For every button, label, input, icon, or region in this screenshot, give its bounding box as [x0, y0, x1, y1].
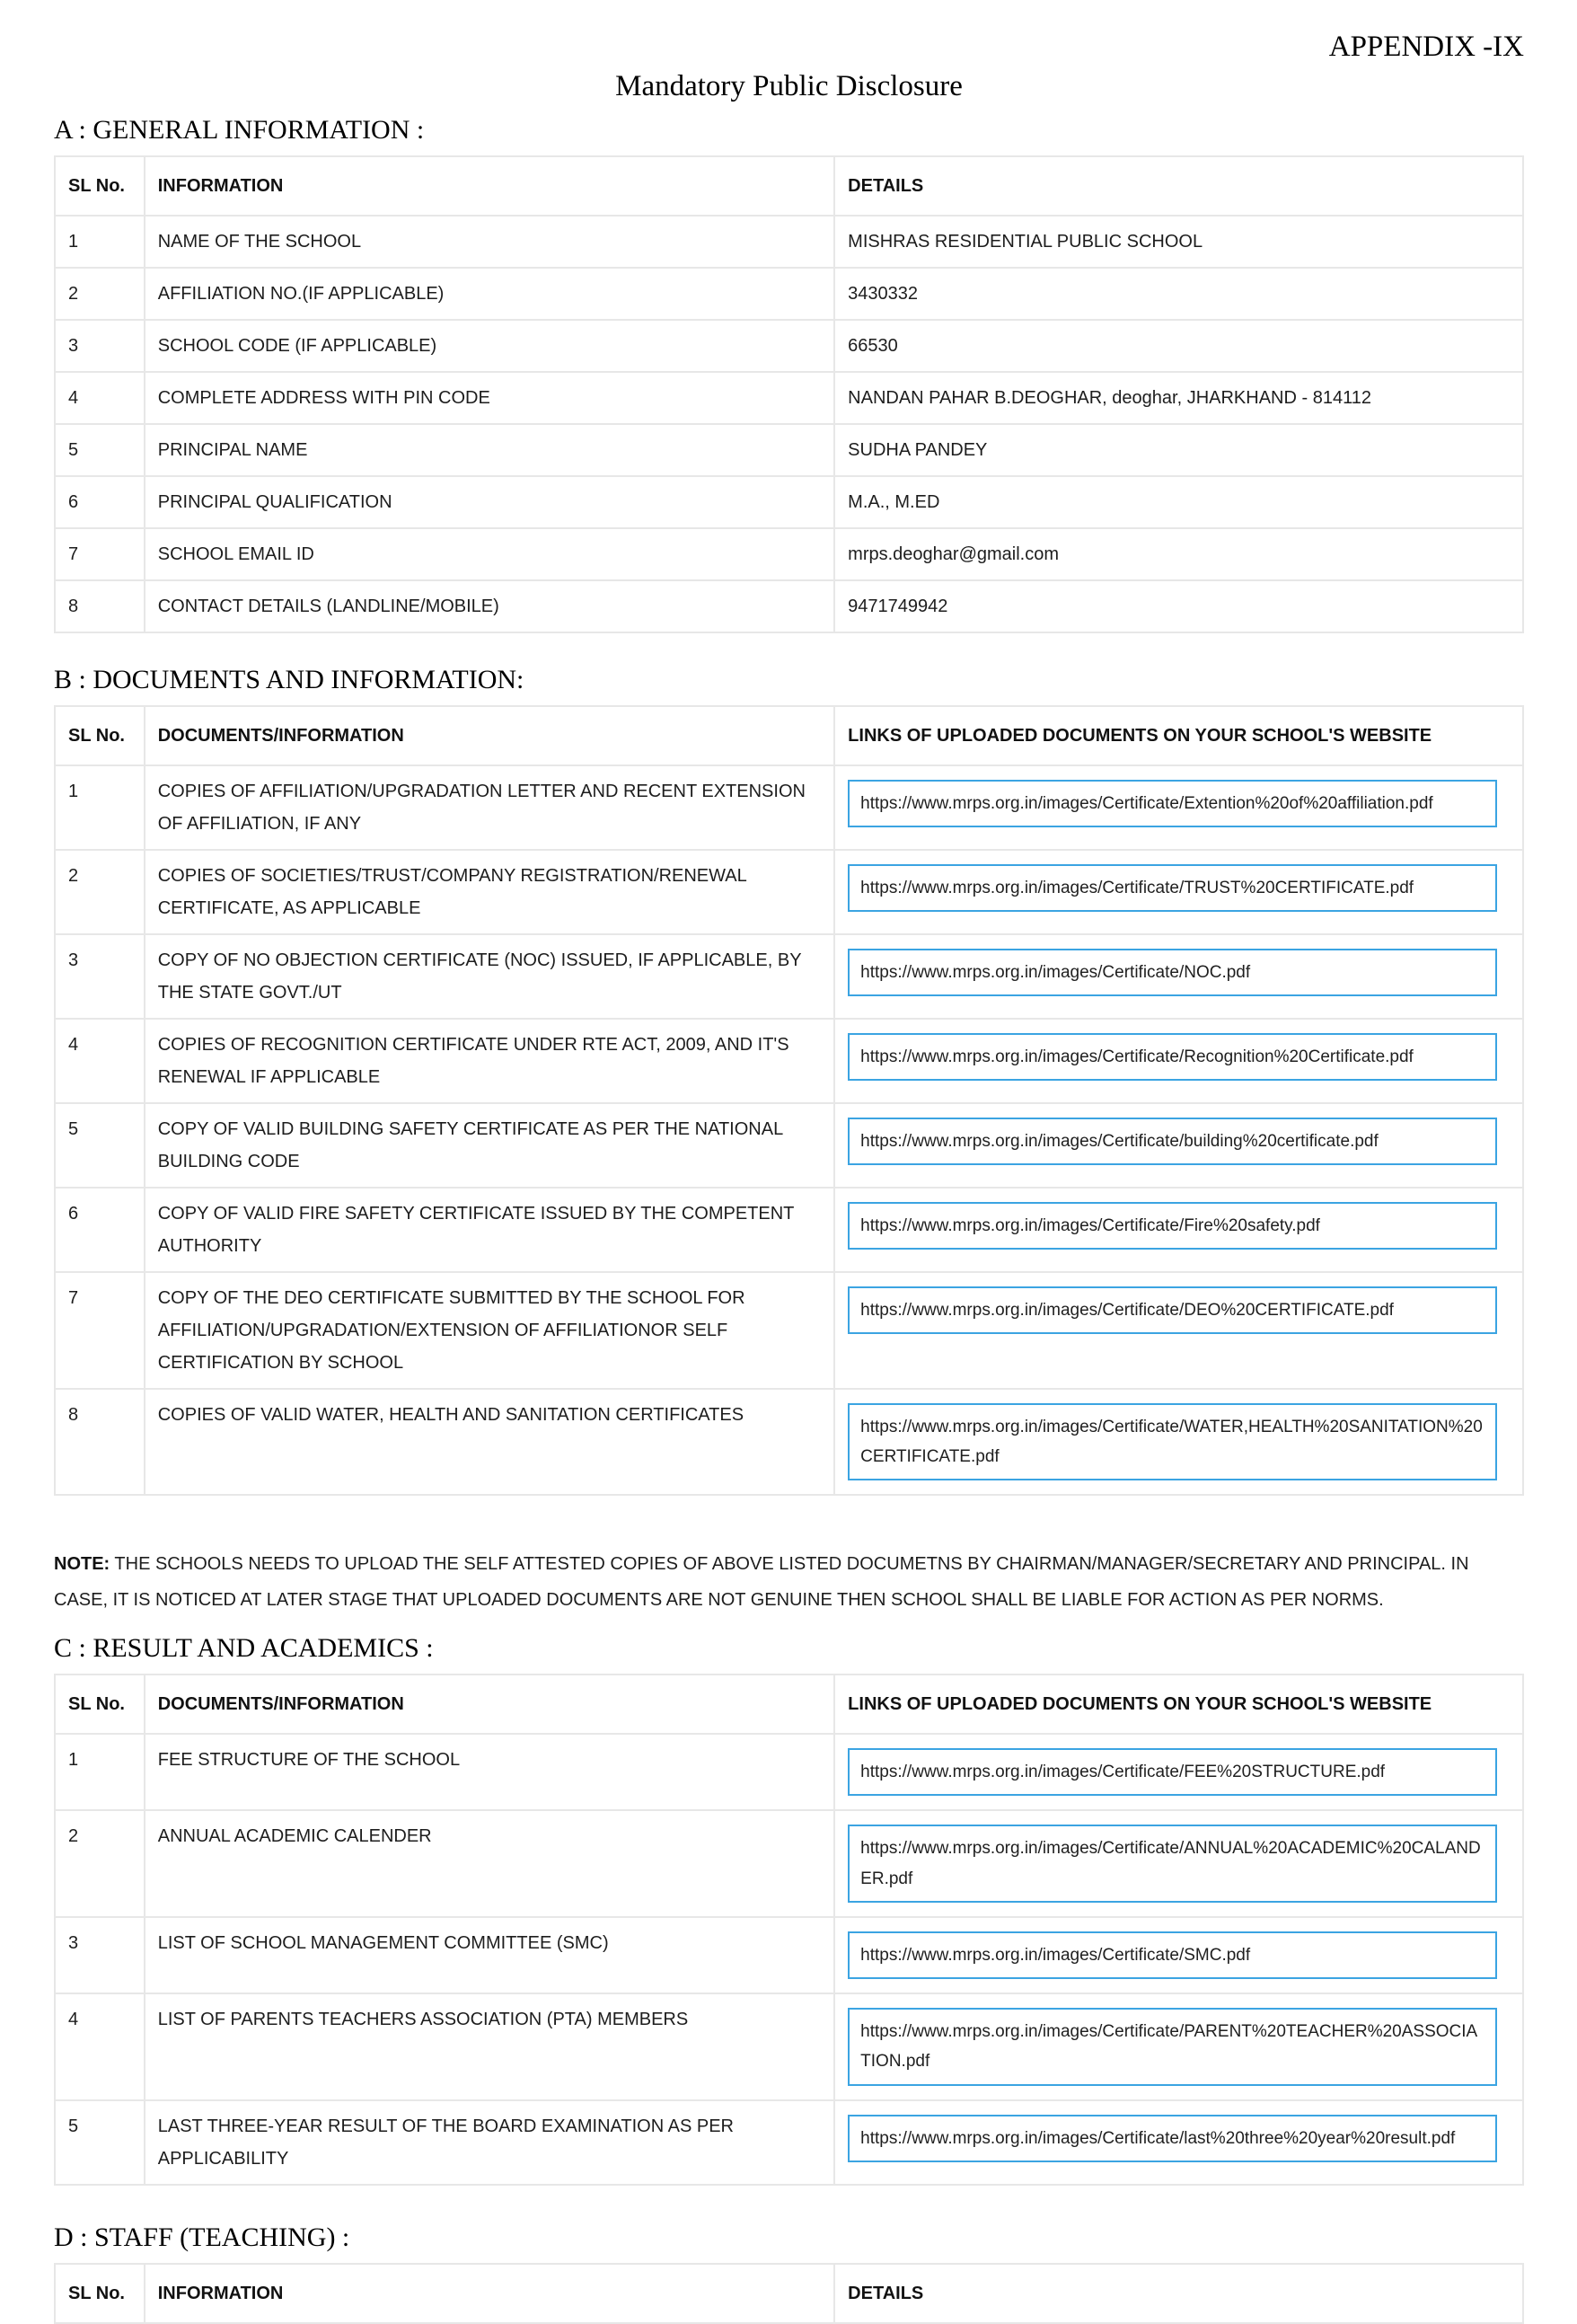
link-cell — [834, 1272, 1523, 1389]
section-c-heading: C : RESULT AND ACADEMICS : — [54, 1633, 434, 1664]
link-cell — [834, 1389, 1523, 1496]
info-cell: FEE STRUCTURE OF THE SCHOOL — [145, 1734, 834, 1810]
column-header-sl: SL No. — [55, 2264, 145, 2323]
section-d-heading: D : STAFF (TEACHING) : — [54, 2222, 350, 2252]
table-row — [55, 580, 1523, 632]
column-header-documents: DOCUMENTS/INFORMATION — [145, 1675, 834, 1734]
table-row — [55, 1734, 1523, 1810]
table-row — [55, 528, 1523, 580]
note-text: THE SCHOOLS NEEDS TO UPLOAD THE SELF ATTESTED COPIES OF ABOVE LISTED DOCUMETNS BY CHAIRMAN/MANAGER/SECRETARY AND PRINCIPAL. IN CASE, IT IS NOTICED AT LATER STAGE THAT UPLOADED DOCUMENTS ARE NOT GENUINE THEN SCHOOL SHALL BE LIABLE FOR ACTION AS PER NORMS. — [54, 1554, 1469, 1611]
info-cell: CONTACT DETAILS (LANDLINE/MOBILE) — [145, 580, 834, 632]
details-cell: 3430332 — [834, 268, 1523, 320]
link-cell — [834, 765, 1523, 850]
link-cell — [834, 850, 1523, 934]
table-row — [55, 1993, 1523, 2100]
column-header-details: DETAILS — [834, 2264, 1523, 2323]
link-cell — [834, 1993, 1523, 2100]
link-cell — [834, 934, 1523, 1019]
sl-cell: 6 — [55, 1188, 145, 1272]
sl-cell: 6 — [55, 476, 145, 528]
info-cell: LIST OF PARENTS TEACHERS ASSOCIATION (PTA) MEMBERS — [145, 1993, 834, 2100]
link-cell — [834, 1734, 1523, 1810]
info-cell: PRINCIPAL QUALIFICATION — [145, 476, 834, 528]
table-row — [55, 1103, 1523, 1188]
info-cell: COPY OF THE DEO CERTIFICATE SUBMITTED BY THE SCHOOL FOR AFFILIATION/UPGRADATION/EXTENSION OF AFFILIATIONOR SELF CERTIFICATION BY SCHOOL — [145, 1272, 834, 1389]
sl-cell: 1 — [55, 216, 145, 268]
details-cell: SUDHA PANDEY — [834, 424, 1523, 476]
sl-cell: 5 — [55, 424, 145, 476]
column-header-sl: SL No. — [55, 156, 145, 216]
table-row — [55, 268, 1523, 320]
column-header-information: INFORMATION — [145, 2264, 834, 2323]
sl-cell: 8 — [55, 1389, 145, 1496]
link-cell — [834, 1810, 1523, 1917]
note-paragraph — [54, 1546, 1524, 1618]
details-cell: 9471749942 — [834, 580, 1523, 632]
note-label: NOTE: — [54, 1554, 110, 1575]
info-cell: COPIES OF AFFILIATION/UPGRADATION LETTER AND RECENT EXTENSION OF AFFILIATION, IF ANY — [145, 765, 834, 850]
info-cell: COPY OF VALID BUILDING SAFETY CERTIFICATE AS PER THE NATIONAL BUILDING CODE — [145, 1103, 834, 1188]
sl-cell: 4 — [55, 1019, 145, 1103]
column-header-documents: DOCUMENTS/INFORMATION — [145, 706, 834, 765]
sl-cell: 4 — [55, 1993, 145, 2100]
document-link-box[interactable]: https://www.mrps.org.in/images/Certificate/PARENT%20TEACHER%20ASSOCIATION.pdf — [848, 2008, 1497, 2086]
section-a-heading: A : GENERAL INFORMATION : — [54, 114, 425, 145]
table-row — [55, 765, 1523, 850]
column-header-sl: SL No. — [55, 706, 145, 765]
document-link-box[interactable]: https://www.mrps.org.in/images/Certificate/last%20three%20year%20result.pdf — [848, 2115, 1497, 2162]
sl-cell: 5 — [55, 2100, 145, 2185]
info-cell: PRINCIPAL NAME — [145, 424, 834, 476]
table-row — [55, 320, 1523, 372]
table-row — [55, 476, 1523, 528]
sl-cell: 1 — [55, 1734, 145, 1810]
sl-cell: 5 — [55, 1103, 145, 1188]
table-row — [55, 1389, 1523, 1496]
document-link-box[interactable]: https://www.mrps.org.in/images/Certificate/NOC.pdf — [848, 949, 1497, 996]
info-cell: COPIES OF VALID WATER, HEALTH AND SANITATION CERTIFICATES — [145, 1389, 834, 1496]
info-cell: LAST THREE-YEAR RESULT OF THE BOARD EXAMINATION AS PER APPLICABILITY — [145, 2100, 834, 2185]
column-header-information: INFORMATION — [145, 156, 834, 216]
table-row — [55, 2100, 1523, 2185]
document-link-box[interactable]: https://www.mrps.org.in/images/Certificate/building%20certificate.pdf — [848, 1118, 1497, 1165]
result-academics-table — [54, 1674, 1524, 2186]
sl-cell: 1 — [55, 765, 145, 850]
document-link-box[interactable]: https://www.mrps.org.in/images/Certificate/Fire%20safety.pdf — [848, 1202, 1497, 1250]
link-cell — [834, 1917, 1523, 1993]
table-row — [55, 372, 1523, 424]
info-cell: SCHOOL CODE (IF APPLICABLE) — [145, 320, 834, 372]
table-row — [55, 1188, 1523, 1272]
info-cell: COMPLETE ADDRESS WITH PIN CODE — [145, 372, 834, 424]
info-cell: ANNUAL ACADEMIC CALENDER — [145, 1810, 834, 1917]
info-cell: COPIES OF SOCIETIES/TRUST/COMPANY REGISTRATION/RENEWAL CERTIFICATE, AS APPLICABLE — [145, 850, 834, 934]
column-header-sl: SL No. — [55, 1675, 145, 1734]
sl-cell: 2 — [55, 1810, 145, 1917]
details-cell: MISHRAS RESIDENTIAL PUBLIC SCHOOL — [834, 216, 1523, 268]
info-cell: SCHOOL EMAIL ID — [145, 528, 834, 580]
table-row — [55, 1810, 1523, 1917]
table-header-row — [55, 156, 1523, 216]
sl-cell: 3 — [55, 320, 145, 372]
column-header-links: LINKS OF UPLOADED DOCUMENTS ON YOUR SCHOOL'S WEBSITE — [834, 1675, 1523, 1734]
info-cell: NAME OF THE SCHOOL — [145, 216, 834, 268]
document-link-box[interactable]: https://www.mrps.org.in/images/Certificate/ANNUAL%20ACADEMIC%20CALANDER.pdf — [848, 1825, 1497, 1903]
page-title: Mandatory Public Disclosure — [615, 70, 963, 103]
table-row — [55, 1272, 1523, 1389]
details-cell: NANDAN PAHAR B.DEOGHAR, deoghar, JHARKHAND - 814112 — [834, 372, 1523, 424]
link-cell — [834, 1103, 1523, 1188]
sl-cell: 3 — [55, 934, 145, 1019]
sl-cell: 2 — [55, 850, 145, 934]
document-link-box[interactable]: https://www.mrps.org.in/images/Certificate/DEO%20CERTIFICATE.pdf — [848, 1286, 1497, 1334]
table-row — [55, 1019, 1523, 1103]
section-b-heading: B : DOCUMENTS AND INFORMATION: — [54, 664, 524, 694]
link-cell — [834, 1188, 1523, 1272]
info-cell: AFFILIATION NO.(IF APPLICABLE) — [145, 268, 834, 320]
document-link-box[interactable]: https://www.mrps.org.in/images/Certificate/WATER,HEALTH%20SANITATION%20CERTIFICATE.pdf — [848, 1403, 1497, 1481]
details-cell: M.A., M.ED — [834, 476, 1523, 528]
documents-information-table — [54, 705, 1524, 1497]
staff-teaching-table — [54, 2263, 1524, 2324]
document-link-box[interactable]: https://www.mrps.org.in/images/Certificate/Recognition%20Certificate.pdf — [848, 1033, 1497, 1081]
table-row — [55, 216, 1523, 268]
sl-cell: 3 — [55, 1917, 145, 1993]
document-link-box[interactable]: https://www.mrps.org.in/images/Certificate/FEE%20STRUCTURE.pdf — [848, 1748, 1497, 1796]
sl-cell: 8 — [55, 580, 145, 632]
sl-cell: 4 — [55, 372, 145, 424]
info-cell: COPY OF VALID FIRE SAFETY CERTIFICATE ISSUED BY THE COMPETENT AUTHORITY — [145, 1188, 834, 1272]
info-cell: LIST OF SCHOOL MANAGEMENT COMMITTEE (SMC) — [145, 1917, 834, 1993]
info-cell: COPIES OF RECOGNITION CERTIFICATE UNDER RTE ACT, 2009, AND IT'S RENEWAL IF APPLICABLE — [145, 1019, 834, 1103]
column-header-links: LINKS OF UPLOADED DOCUMENTS ON YOUR SCHOOL'S WEBSITE — [834, 706, 1523, 765]
general-information-table — [54, 155, 1524, 633]
column-header-details: DETAILS — [834, 156, 1523, 216]
table-row — [55, 424, 1523, 476]
document-link-box[interactable]: https://www.mrps.org.in/images/Certificate/TRUST%20CERTIFICATE.pdf — [848, 864, 1497, 912]
table-header-row — [55, 1675, 1523, 1734]
table-row — [55, 850, 1523, 934]
table-header-row — [55, 2264, 1523, 2323]
sl-cell: 7 — [55, 1272, 145, 1389]
table-header-row — [55, 706, 1523, 765]
table-row — [55, 934, 1523, 1019]
link-cell — [834, 2100, 1523, 2185]
document-link-box[interactable]: https://www.mrps.org.in/images/Certificate/SMC.pdf — [848, 1931, 1497, 1979]
table-row — [55, 1917, 1523, 1993]
sl-cell: 7 — [55, 528, 145, 580]
details-cell: mrps.deoghar@gmail.com — [834, 528, 1523, 580]
details-cell: 66530 — [834, 320, 1523, 372]
appendix-label: APPENDIX -IX — [1328, 31, 1524, 63]
sl-cell: 2 — [55, 268, 145, 320]
info-cell: COPY OF NO OBJECTION CERTIFICATE (NOC) ISSUED, IF APPLICABLE, BY THE STATE GOVT./UT — [145, 934, 834, 1019]
document-link-box[interactable]: https://www.mrps.org.in/images/Certificate/Extention%20of%20affiliation.pdf — [848, 780, 1497, 827]
link-cell — [834, 1019, 1523, 1103]
